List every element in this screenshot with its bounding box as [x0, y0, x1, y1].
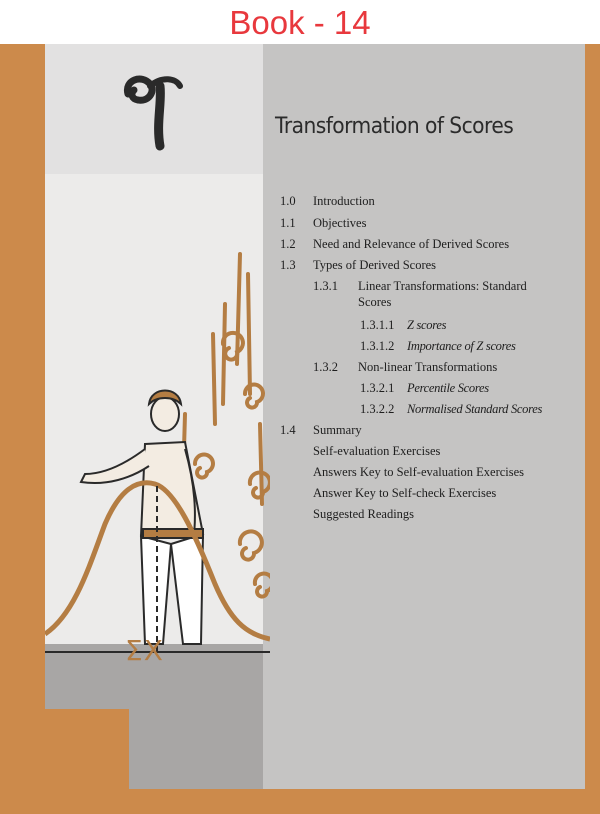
toc-number: 1.3.1.1 — [360, 318, 395, 332]
toc-label: Answer Key to Self-check Exercises — [313, 486, 497, 500]
toc-label: Objectives — [313, 216, 367, 230]
toc-label: Percentile Scores — [407, 381, 489, 395]
toc-number: 1.3.1 — [313, 279, 338, 293]
toc-number: 1.3.2 — [313, 360, 338, 374]
toc-label: Suggested Readings — [313, 507, 415, 521]
toc-number: 1.3.2.2 — [360, 402, 395, 416]
toc-label: Z scores — [407, 318, 447, 332]
toc-number: 1.3.1.2 — [360, 339, 395, 353]
book-title-header: Book - 14 — [229, 4, 371, 41]
toc-label: Importance of Z scores — [407, 339, 516, 353]
toc-number: 1.3 — [280, 258, 296, 272]
toc-number: 1.4 — [280, 423, 296, 437]
toc-label: Self-evaluation Exercises — [313, 444, 441, 458]
toc-label: Introduction — [313, 194, 375, 208]
toc-number: 1.3.2.1 — [360, 381, 395, 395]
toc-label: Summary — [313, 423, 362, 437]
toc-label: Answers Key to Self-evaluation Exercises — [313, 465, 525, 479]
toc-label: Types of Derived Scores — [313, 258, 437, 272]
book-page — [0, 44, 600, 814]
sigma-x-label: ΣX — [125, 634, 164, 667]
toc-number: 1.0 — [280, 194, 296, 208]
toc-label: Normalised Standard Scores — [407, 402, 543, 416]
toc-label: Need and Relevance of Derived Scores — [313, 237, 510, 251]
table-of-contents — [0, 44, 600, 814]
toc-label: Non-linear Transformations — [358, 360, 498, 374]
toc-number: 1.1 — [280, 216, 296, 230]
toc-label-continuation: Scores — [358, 295, 392, 309]
toc-number: 1.2 — [280, 237, 296, 251]
toc-label: Linear Transformations: Standard — [358, 279, 527, 293]
chapter-title: Transformation of Scores — [275, 114, 514, 139]
